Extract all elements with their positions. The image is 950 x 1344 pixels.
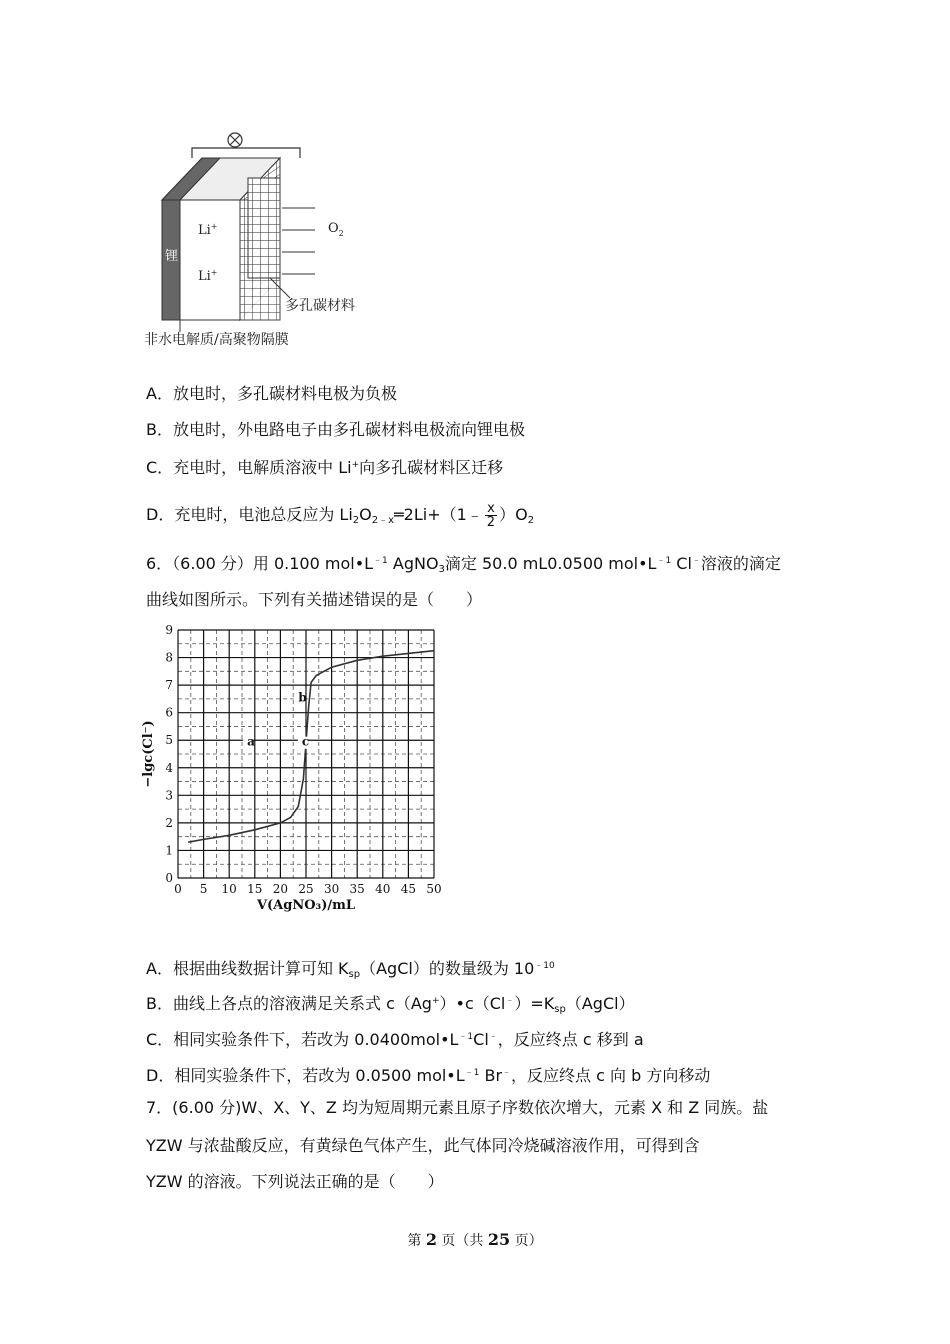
x-tick-label: 25 — [298, 882, 314, 896]
x-tick-label: 10 — [221, 882, 237, 896]
y-tick-label: 4 — [165, 760, 173, 775]
circuit-wire — [192, 148, 300, 158]
point-b-label: b — [298, 690, 307, 705]
q6-option-c: C．相同实验条件下，若改为 $0.0400mol•L^{﹣1}Cl^﹣$，反应终点 c 移到 a — [146, 1030, 644, 1049]
y-tick-label: 3 — [165, 788, 173, 803]
x-tick-label: 35 — [349, 882, 365, 896]
y-tick-label: 6 — [165, 705, 173, 720]
q6-stem-line2: 曲线如图所示。下列有关描述错误的是（ ） — [146, 590, 483, 609]
y-axis-label: −lgc(Cl⁻) — [141, 720, 156, 788]
titration-curve — [188, 651, 434, 843]
y-tick-label: 9 — [165, 623, 173, 637]
svg-text:Li+: Li+ — [198, 268, 218, 284]
q5-option-c: C．充电时，电解质溶液中 Li+向多孔碳材料区迁移 — [146, 458, 504, 477]
page-footer: 第 2 页（共 25 页） — [407, 1230, 543, 1249]
y-tick-label: 8 — [165, 650, 173, 665]
membrane-label: 非水电解质/高聚物隔膜 — [144, 332, 289, 348]
q7-stem-line3: YZW 的溶液。下列说法正确的是（ ） — [146, 1172, 444, 1191]
q5-option-a: A．放电时，多孔碳材料电极为负极 — [146, 384, 397, 403]
point-a-label: a — [247, 734, 255, 749]
q6-option-d: D．相同实验条件下，若改为 0.0500 $mol•L^{﹣1}$ Br﹣，反应终点 c 向 b 方向移动 — [146, 1066, 711, 1085]
battery-diagram — [140, 128, 390, 358]
q6-stem-line1: 6．（6.00 分）用 0.100 $mol•L^{﹣1}$ AgNO$_3$滴定 50.0 mL0.0500 $mol•L^{﹣1}$ Cl﹣溶液的滴定 — [146, 554, 781, 575]
x-tick-label: 30 — [323, 882, 340, 896]
q7-stem-line2: YZW 与浓盐酸反应，有黄绿色气体产生，此气体同冷烧碱溶液作用，可得到含 — [146, 1136, 700, 1155]
y-tick-label: 7 — [165, 678, 173, 693]
q7-stem-line1: 7．(6.00 分)W、X、Y、Z 均为短周期元素且原子序数依次增大，元素 X 和 Z 同族。盐 — [146, 1098, 769, 1117]
x-tick-label: 15 — [247, 882, 263, 896]
y-tick-label: 5 — [165, 733, 173, 748]
lithium-label: 锂 — [165, 249, 179, 264]
y-tick-label: 0 — [165, 871, 173, 885]
electrolyte-region — [180, 200, 240, 320]
x-tick-label: 45 — [400, 882, 417, 896]
q6-option-b: B．曲线上各点的溶液满足关系式 $c(Ag^+)•c(Cl^﹣)=K_{sp}(AgCl)$ — [146, 994, 635, 1015]
porous-carbon-label: 多孔碳材料 — [285, 298, 355, 314]
y-tick-label: 2 — [165, 815, 173, 830]
x-tick-label: 50 — [426, 882, 442, 896]
q6-option-a: A．根据曲线数据计算可知 $K_{sp}(AgCl)$的数量级为 $10^{﹣10}$ — [146, 959, 555, 980]
x-tick-label: 5 — [199, 882, 208, 896]
y-tick-label: 1 — [165, 843, 173, 858]
x-tick-label: 20 — [272, 882, 289, 896]
x-axis-label: V(AgNO₃)/mL — [256, 898, 356, 913]
titration-chart — [138, 622, 448, 922]
point-c-label: c — [301, 734, 310, 749]
q5-option-b: B．放电时，外电路电子由多孔碳材料电极流向锂电极 — [146, 420, 525, 439]
x-tick-label: 40 — [375, 882, 391, 896]
svg-text:Li+: Li+ — [198, 222, 218, 238]
o2-label: $O_2$ — [328, 221, 344, 238]
x-tick-label: 0 — [174, 882, 182, 896]
q5-option-d: D．充电时，电池总反应为 $Li_2O_{2﹣x}═2Li+(1﹣$ $\frac{x}{2}$ ）$O_2$ — [146, 501, 535, 530]
